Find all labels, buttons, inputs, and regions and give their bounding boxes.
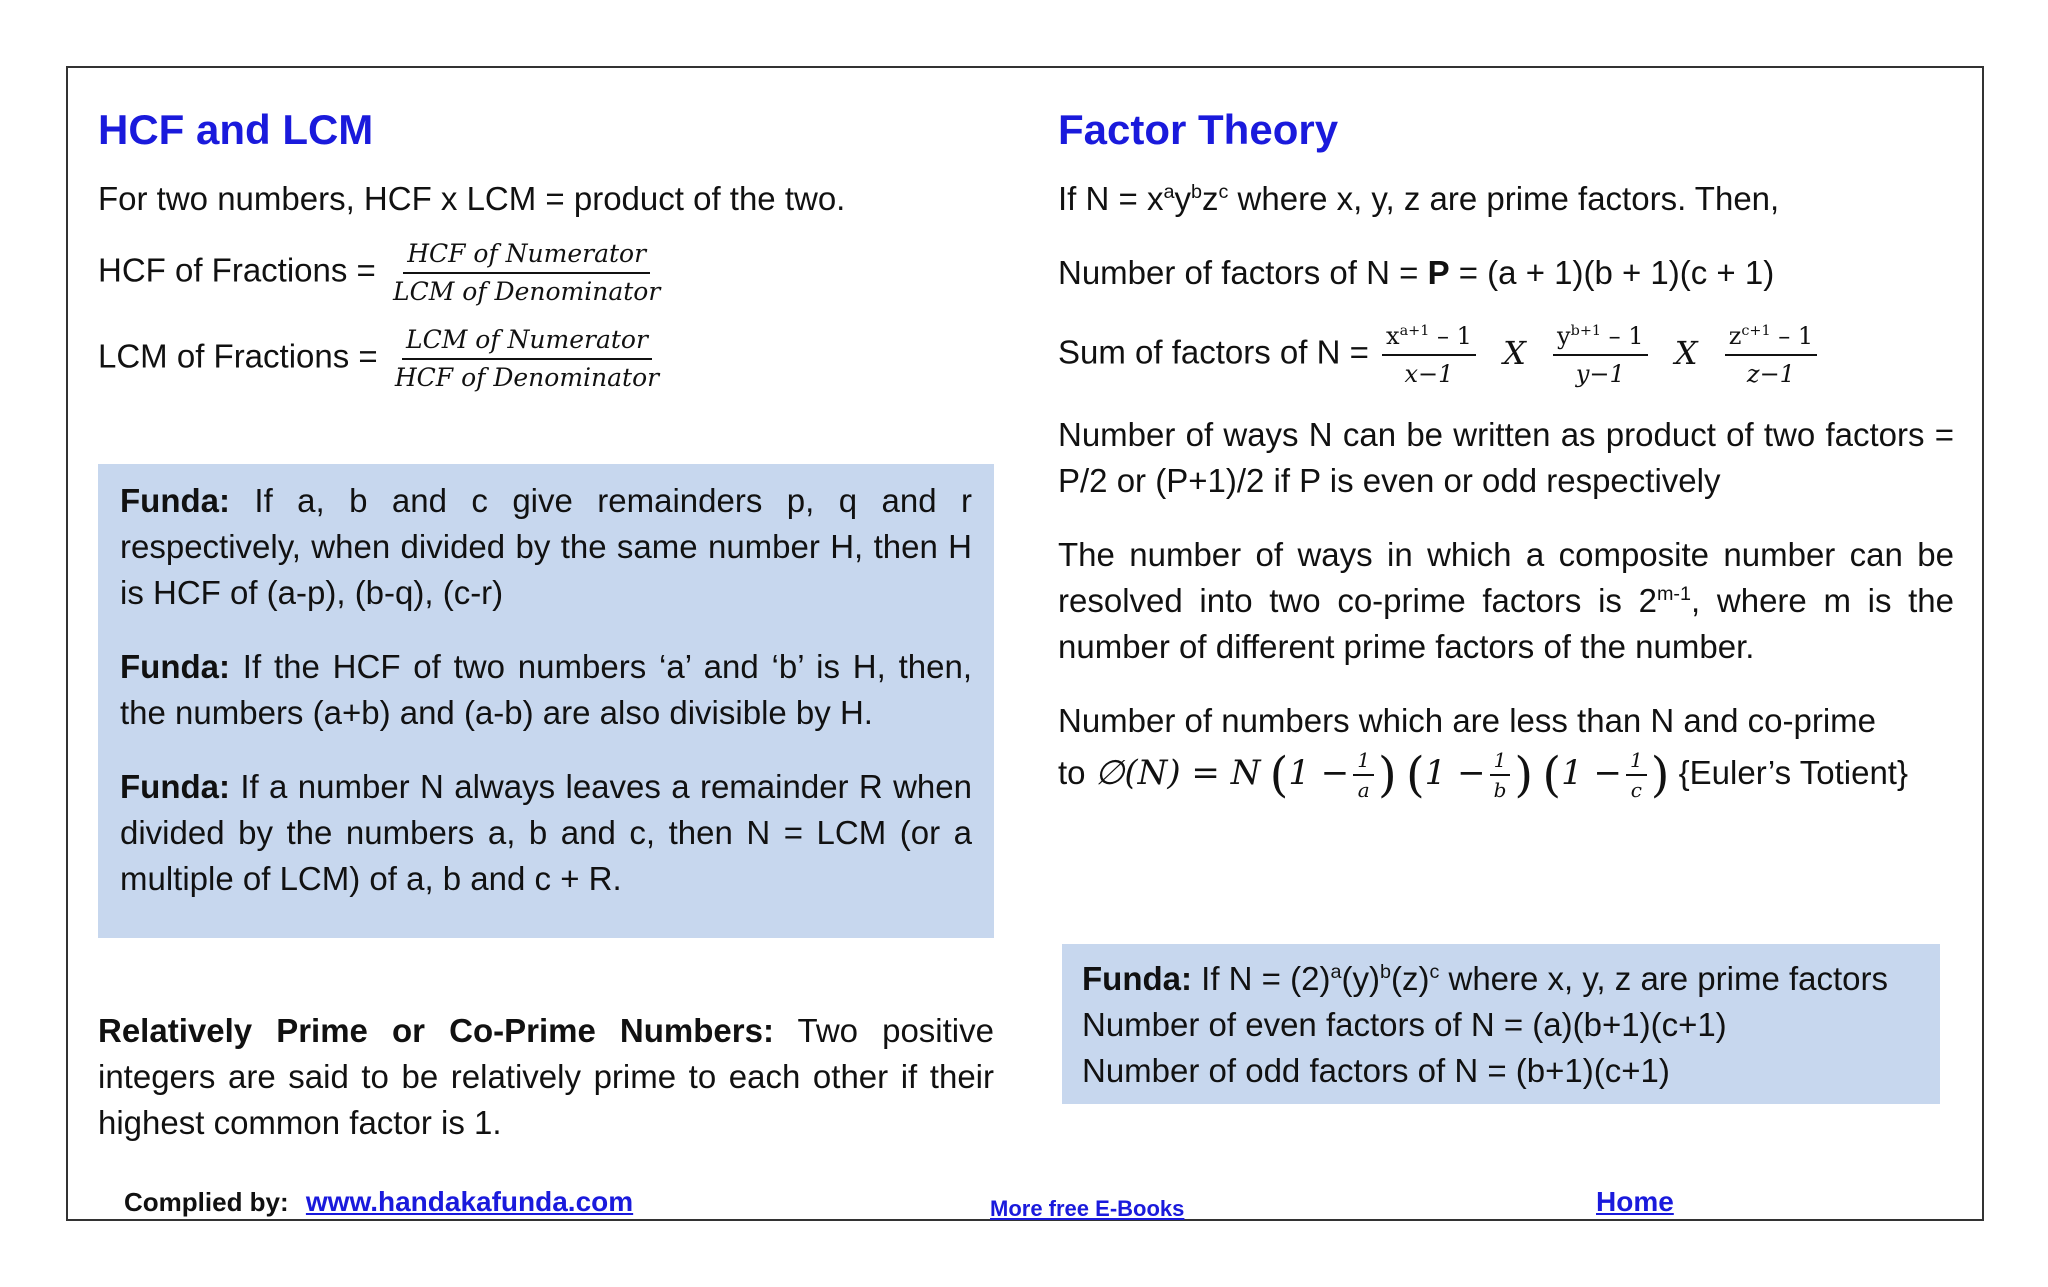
lcm-fractions-label: LCM of Fractions = <box>98 337 378 375</box>
text: – 1 <box>1429 322 1472 350</box>
page-frame <box>66 66 1984 1221</box>
text: where x, y, z are prime factors. Then, <box>1228 180 1780 217</box>
hcf-fractions-denominator: LCM of Denominator <box>393 277 661 306</box>
text: = (a + 1)(b + 1)(c + 1) <box>1449 254 1775 291</box>
numerator: 1 <box>1353 748 1374 776</box>
sum-z-denominator: z−1 <box>1746 360 1795 388</box>
text: z <box>1728 322 1742 350</box>
euler-totient-formula <box>1058 748 1954 802</box>
exponent: c <box>1218 181 1229 203</box>
denominator: a <box>1357 778 1370 802</box>
coprime-definition <box>98 1008 994 1146</box>
euler-factor-b: (1 − $\frac{1}{b}$ ) <box>1405 747 1534 803</box>
text: z <box>1201 180 1219 217</box>
footer-compiled <box>124 1186 633 1218</box>
text: The number of ways in which a composite number can be resolved into two co-prime factors is 2 <box>1058 536 1954 619</box>
funda-remainders <box>120 478 972 616</box>
denominator: b <box>1493 778 1507 802</box>
numerator: 1 <box>1626 748 1647 776</box>
funda-label: Funda: <box>120 482 230 519</box>
hcf-lcm-product-line: For two numbers, HCF x LCM = product of the two. <box>98 180 846 217</box>
text: 1 − <box>1424 753 1486 793</box>
sum-y-numerator <box>1553 320 1648 356</box>
funda-lcm-remainder <box>120 764 972 902</box>
prime-factorization-line <box>1058 176 1954 222</box>
euler-factor-a: (1 − $\frac{1}{a}$ ) <box>1269 747 1397 803</box>
funda-divisible <box>120 644 972 736</box>
hcf-funda-box <box>98 464 994 938</box>
p-symbol: P <box>1427 254 1450 291</box>
exponent: a <box>1330 961 1342 983</box>
number-of-factors-line <box>1058 250 1954 296</box>
text: – 1 <box>1770 322 1814 350</box>
sum-y-fraction <box>1553 320 1648 390</box>
text: x <box>1386 322 1400 350</box>
text: 1 − <box>1288 753 1350 793</box>
funda-label: Funda: <box>120 768 230 805</box>
text: Number of factors of N = <box>1058 254 1428 291</box>
text: where x, y, z are prime factors <box>1439 960 1889 997</box>
exponent: m-1 <box>1656 583 1692 605</box>
funda-divisible-text: If the HCF of two numbers ‘a’ and ‘b’ is H, then, the numbers (a+b) and (a-b) are also divisible by H. <box>120 648 972 731</box>
hcf-fractions-formula <box>98 238 994 308</box>
exponent: a <box>1163 181 1175 203</box>
euler-totient-label: {Euler’s Totient} <box>1678 754 1908 791</box>
text: y <box>1174 180 1191 217</box>
hcf-fractions-fraction <box>389 238 664 308</box>
exponent: c <box>1429 961 1440 983</box>
sum-z-numerator <box>1725 320 1817 356</box>
funda-label: Funda: <box>1082 960 1192 997</box>
sum-z-fraction <box>1725 320 1817 390</box>
funda-label: Funda: <box>120 648 230 685</box>
text: (y) <box>1341 960 1380 997</box>
text: y <box>1557 322 1571 350</box>
euler-totient-intro: Number of numbers which are less than N and co-prime <box>1058 702 1877 739</box>
exponent: a+1 <box>1399 323 1430 339</box>
times-symbol: X <box>1674 333 1698 372</box>
sum-y-denominator: y−1 <box>1575 360 1625 388</box>
funda-lcm-remainder-text: If a number N always leaves a remainder R when divided by the numbers a, b and c, then N = LCM (or a multiple of LCM) of a, b and c + R. <box>120 768 972 897</box>
hcf-fractions-numerator: HCF of Numerator <box>403 238 650 274</box>
lcm-fractions-formula <box>98 324 994 394</box>
lcm-fractions-fraction <box>391 324 663 394</box>
sum-x-numerator <box>1382 320 1476 356</box>
right-column <box>1058 106 1954 802</box>
exponent: b <box>1379 961 1391 983</box>
sum-x-fraction <box>1382 320 1476 390</box>
footer-ebooks <box>990 1192 1184 1223</box>
exponent: b <box>1190 181 1202 203</box>
text: , where m is the number of different prime factors of the number. <box>1058 582 1954 665</box>
euler-factor-c: (1 − $\frac{1}{c}$ ) <box>1542 747 1670 803</box>
lcm-fractions-denominator: HCF of Denominator <box>394 363 660 392</box>
euler-phi: ∅(N) = N <box>1094 753 1261 793</box>
coprime-label: Relatively Prime or Co-Prime Numbers: <box>98 1012 774 1049</box>
hcf-fractions-label: HCF of Fractions = <box>98 251 376 289</box>
home-link[interactable]: Home <box>1596 1186 1674 1217</box>
factor-theory-heading: Factor Theory <box>1058 106 1339 153</box>
ways-product-two-factors: Number of ways N can be written as product of two factors = P/2 or (P+1)/2 if P is even or odd respectively <box>1058 416 1954 499</box>
exponent: b+1 <box>1570 323 1602 339</box>
funda-even-odd-intro <box>1082 956 1920 1002</box>
sum-label: Sum of factors of N = <box>1058 333 1369 371</box>
text: – 1 <box>1601 322 1644 350</box>
denominator: c <box>1630 778 1642 802</box>
text: If N = (2) <box>1191 960 1331 997</box>
coprime-section <box>98 1008 994 1146</box>
odd-factors-line: Number of odd factors of N = (b+1)(c+1) <box>1082 1052 1670 1089</box>
footer-home <box>1596 1186 1674 1218</box>
funda-remainders-text: If a, b and c give remainders p, q and r respectively, when divided by the same number H, then H is HCF of (a-p), (b-q), (c-r) <box>120 482 972 611</box>
site-link[interactable]: www.handakafunda.com <box>305 1186 634 1217</box>
numerator: 1 <box>1490 748 1511 776</box>
factor-funda-box <box>1062 944 1940 1104</box>
hcf-lcm-heading: HCF and LCM <box>98 106 374 153</box>
coprime-factor-ways <box>1058 532 1954 670</box>
text: to <box>1058 754 1095 791</box>
coprime-text: Two positive integers are said to be relatively prime to each other if their highest common factor is 1. <box>98 1012 994 1141</box>
one-over-c <box>1626 748 1647 802</box>
compiled-label: Complied by: <box>124 1187 289 1217</box>
text: If N = x <box>1058 180 1164 217</box>
even-factors-line: Number of even factors of N = (a)(b+1)(c+1) <box>1082 1006 1727 1043</box>
text: 1 − <box>1561 753 1622 793</box>
left-column <box>98 106 994 394</box>
sum-of-factors-formula <box>1058 320 1954 390</box>
exponent: c+1 <box>1741 323 1771 339</box>
more-ebooks-link[interactable]: More free E-Books <box>990 1196 1185 1221</box>
one-over-a <box>1353 748 1374 802</box>
times-symbol: X <box>1503 333 1526 372</box>
text: (z) <box>1390 960 1430 997</box>
sum-x-denominator: x−1 <box>1404 360 1454 388</box>
lcm-fractions-numerator: LCM of Numerator <box>402 324 652 360</box>
one-over-b <box>1490 748 1511 802</box>
